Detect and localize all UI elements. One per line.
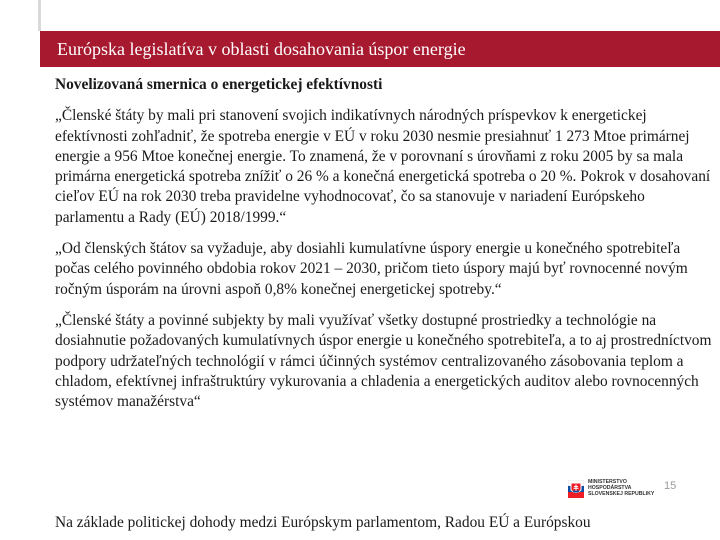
bottom-paragraph: Na základe politickej dohody medzi Európskym parlamentom, Radou EÚ a Európskou	[55, 514, 591, 531]
logo-text	[588, 480, 654, 497]
logo-line-3: SLOVENSKEJ REPUBLIKY	[588, 490, 655, 497]
quote-paragraph-3: „Členské štáty a povinné subjekty by mali využívať všetky dostupné prostriedky a technológie na dosiahnutie požadovaných kumulatívnych úspor energie u konečného spotrebiteľa, a to aj prostredníctvom podpory udržateľných technológií v rámci účinných systémov centralizovaného zásobovania teplom a chladom, efektívnej infraštruktúry vykurovania a chladenia a energetických auditov alebo rovnocenných systémov manažérstva“	[55, 311, 712, 411]
logo-line-1: MINISTERSTVO	[588, 479, 627, 486]
subheading: Novelizovaná smernica o energetickej efektívnosti	[55, 76, 383, 93]
logo-line-2: HOSPODÁRSTVA	[588, 485, 632, 492]
page-number: 15	[664, 480, 677, 492]
ministry-logo	[568, 480, 654, 498]
slide-content	[55, 75, 715, 423]
title-bar	[40, 31, 720, 67]
quote-paragraph-2: „Od členských štátov sa vyžaduje, aby dosiahli kumulatívne úspory energie u konečného spotrebiteľa počas celého povinného obdobia rokov 2021 – 2030, pričom tieto úspory majú byť rovnocenné novým ročným úsporám na úrovni aspoň 0,8% konečnej energetickej spotreby.“	[55, 240, 688, 298]
left-divider	[38, 0, 41, 31]
quote-paragraph-1: „Členské štáty by mali pri stanovení svojich indikatívnych národných príspevkov k energetickej efektívnosti zohľadniť, že spotreba energie v EÚ v roku 2030 nesmie presiahnuť 1 273 Mtoe primárnej energie a 956 Mtoe konečnej energie. To znamená, že v porovnaní s úrovňami z roku 2005 by sa mala primárna energetická spotreba znížiť o 26 % a konečná energetická spotreba o 20 %. Pokrok v dosahovaní cieľov EÚ na rok 2030 treba pravidelne vyhodnocovať, čo sa stanovuje v nariadení Európskeho parlamentu a Rady (EÚ) 2018/1999.“	[55, 107, 711, 226]
slide-title: Európska legislatíva v oblasti dosahovania úspor energie	[57, 38, 466, 59]
coat-of-arms-icon	[568, 480, 584, 498]
